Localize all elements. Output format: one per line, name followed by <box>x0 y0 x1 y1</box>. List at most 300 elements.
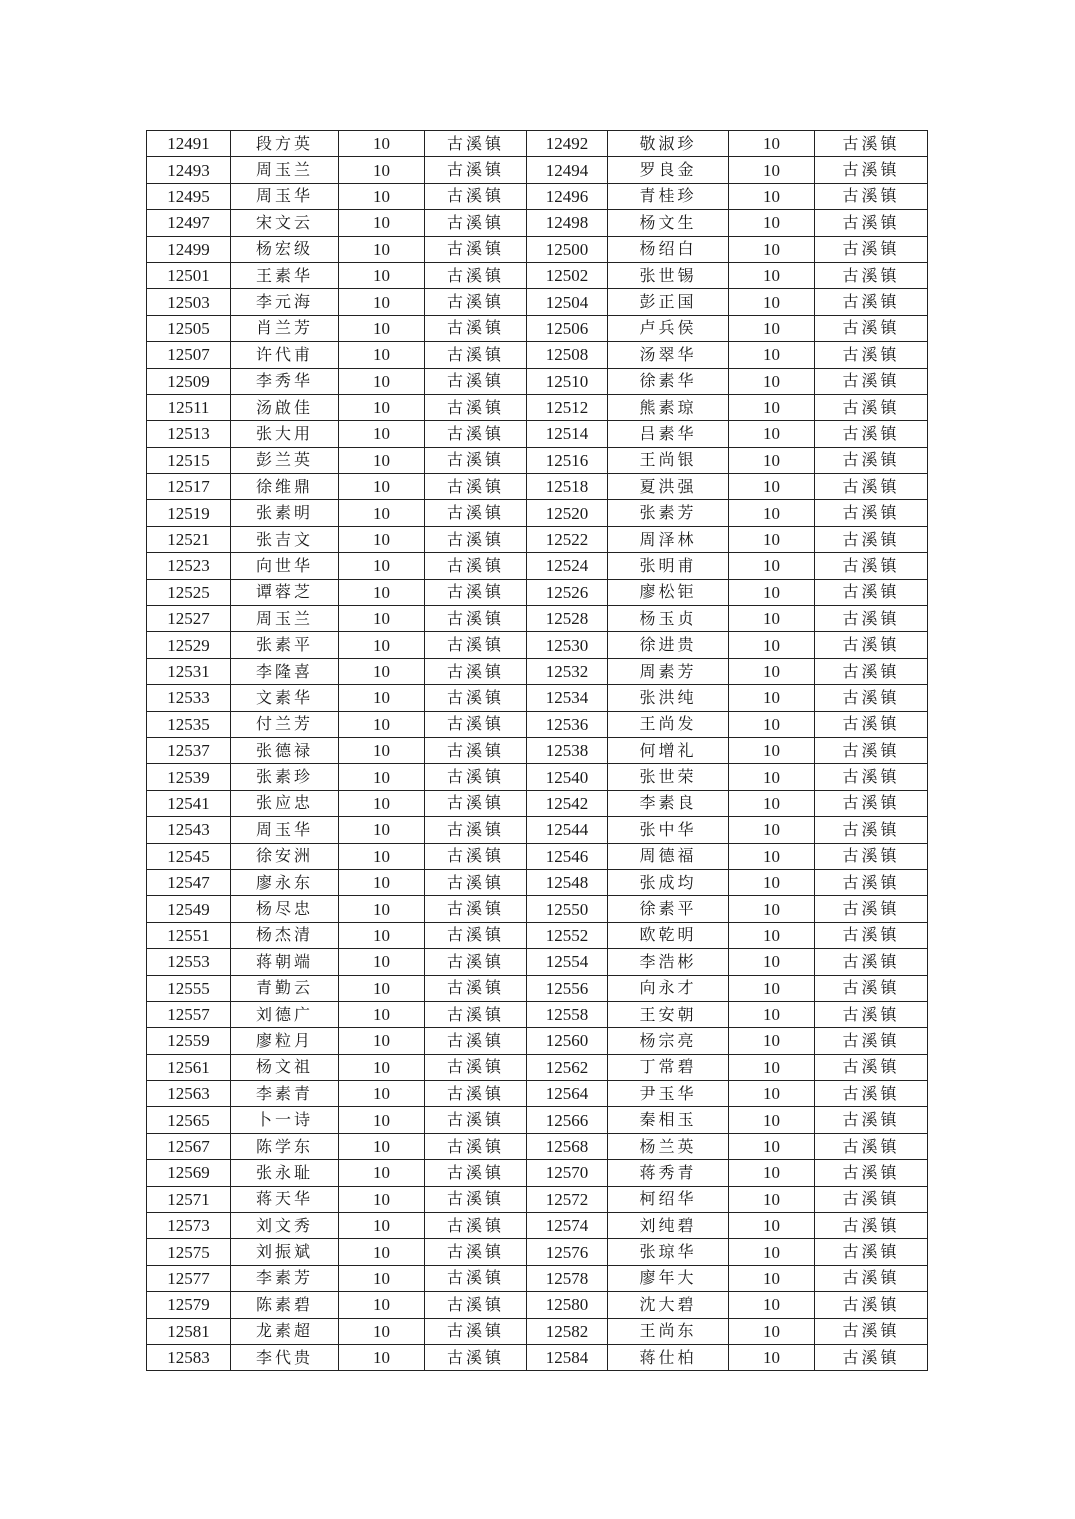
town-name-cell: 古溪镇 <box>815 1239 928 1265</box>
person-name-cell: 周泽林 <box>608 526 729 552</box>
quantity-cell: 10 <box>339 262 425 288</box>
town-name-cell: 古溪镇 <box>815 1318 928 1344</box>
town-name-cell: 古溪镇 <box>425 1318 527 1344</box>
person-name-cell: 张德禄 <box>231 737 339 763</box>
record-id-cell: 12506 <box>527 315 608 341</box>
table-row <box>147 183 928 209</box>
town-name-cell: 古溪镇 <box>425 658 527 684</box>
record-id-cell: 12564 <box>527 1081 608 1107</box>
person-name-cell: 王尚银 <box>608 447 729 473</box>
table-row <box>147 500 928 526</box>
quantity-cell: 10 <box>339 764 425 790</box>
quantity-cell: 10 <box>729 1265 815 1291</box>
record-id-cell: 12537 <box>147 737 231 763</box>
table-row <box>147 262 928 288</box>
town-name-cell: 古溪镇 <box>815 737 928 763</box>
town-name-cell: 古溪镇 <box>425 131 527 157</box>
quantity-cell: 10 <box>729 500 815 526</box>
record-id-cell: 12509 <box>147 368 231 394</box>
town-name-cell: 古溪镇 <box>815 157 928 183</box>
record-id-cell: 12567 <box>147 1133 231 1159</box>
town-name-cell: 古溪镇 <box>815 236 928 262</box>
town-name-cell: 古溪镇 <box>815 843 928 869</box>
table-row <box>147 131 928 157</box>
person-name-cell: 周玉兰 <box>231 606 339 632</box>
town-name-cell: 古溪镇 <box>425 711 527 737</box>
person-name-cell: 刘振斌 <box>231 1239 339 1265</box>
quantity-cell: 10 <box>339 922 425 948</box>
person-name-cell: 周德福 <box>608 843 729 869</box>
quantity-cell: 10 <box>339 394 425 420</box>
record-id-cell: 12524 <box>527 553 608 579</box>
quantity-cell: 10 <box>339 817 425 843</box>
person-name-cell: 李元海 <box>231 289 339 315</box>
town-name-cell: 古溪镇 <box>425 394 527 420</box>
table-row <box>147 632 928 658</box>
record-id-cell: 12582 <box>527 1318 608 1344</box>
record-id-cell: 12581 <box>147 1318 231 1344</box>
record-id-cell: 12496 <box>527 183 608 209</box>
table-row <box>147 685 928 711</box>
town-name-cell: 古溪镇 <box>815 896 928 922</box>
table-row <box>147 1028 928 1054</box>
record-id-cell: 12527 <box>147 606 231 632</box>
town-name-cell: 古溪镇 <box>815 474 928 500</box>
record-id-cell: 12536 <box>527 711 608 737</box>
record-id-cell: 12578 <box>527 1265 608 1291</box>
record-id-cell: 12580 <box>527 1292 608 1318</box>
town-name-cell: 古溪镇 <box>815 447 928 473</box>
person-name-cell: 王素华 <box>231 262 339 288</box>
record-id-cell: 12491 <box>147 131 231 157</box>
table-row <box>147 1081 928 1107</box>
town-name-cell: 古溪镇 <box>815 632 928 658</box>
person-name-cell: 彭正国 <box>608 289 729 315</box>
person-name-cell: 杨宏级 <box>231 236 339 262</box>
table-row <box>147 579 928 605</box>
quantity-cell: 10 <box>339 1107 425 1133</box>
person-name-cell: 杨尽忠 <box>231 896 339 922</box>
person-name-cell: 杨杰清 <box>231 922 339 948</box>
record-id-cell: 12574 <box>527 1213 608 1239</box>
table-row <box>147 922 928 948</box>
person-name-cell: 熊素琼 <box>608 394 729 420</box>
quantity-cell: 10 <box>729 975 815 1001</box>
quantity-cell: 10 <box>339 790 425 816</box>
person-name-cell: 李秀华 <box>231 368 339 394</box>
town-name-cell: 古溪镇 <box>425 236 527 262</box>
quantity-cell: 10 <box>729 658 815 684</box>
town-name-cell: 古溪镇 <box>425 1133 527 1159</box>
town-name-cell: 古溪镇 <box>815 606 928 632</box>
quantity-cell: 10 <box>339 606 425 632</box>
quantity-cell: 10 <box>729 262 815 288</box>
person-name-cell: 王尚发 <box>608 711 729 737</box>
quantity-cell: 10 <box>339 1344 425 1370</box>
quantity-cell: 10 <box>339 131 425 157</box>
town-name-cell: 古溪镇 <box>815 1213 928 1239</box>
record-id-cell: 12523 <box>147 553 231 579</box>
record-id-cell: 12547 <box>147 869 231 895</box>
quantity-cell: 10 <box>339 553 425 579</box>
quantity-cell: 10 <box>339 236 425 262</box>
record-id-cell: 12530 <box>527 632 608 658</box>
quantity-cell: 10 <box>729 896 815 922</box>
table-row <box>147 843 928 869</box>
quantity-cell: 10 <box>729 394 815 420</box>
town-name-cell: 古溪镇 <box>815 949 928 975</box>
town-name-cell: 古溪镇 <box>815 210 928 236</box>
quantity-cell: 10 <box>729 157 815 183</box>
town-name-cell: 古溪镇 <box>425 1028 527 1054</box>
record-id-cell: 12499 <box>147 236 231 262</box>
record-id-cell: 12542 <box>527 790 608 816</box>
person-name-cell: 蒋秀青 <box>608 1160 729 1186</box>
town-name-cell: 古溪镇 <box>425 606 527 632</box>
quantity-cell: 10 <box>339 579 425 605</box>
quantity-cell: 10 <box>339 447 425 473</box>
person-name-cell: 张中华 <box>608 817 729 843</box>
person-name-cell: 青勤云 <box>231 975 339 1001</box>
person-name-cell: 杨玉贞 <box>608 606 729 632</box>
person-name-cell: 何增礼 <box>608 737 729 763</box>
person-name-cell: 李素青 <box>231 1081 339 1107</box>
person-name-cell: 张素平 <box>231 632 339 658</box>
person-name-cell: 蒋朝端 <box>231 949 339 975</box>
record-id-cell: 12551 <box>147 922 231 948</box>
person-name-cell: 王尚东 <box>608 1318 729 1344</box>
record-id-cell: 12538 <box>527 737 608 763</box>
person-name-cell: 段方英 <box>231 131 339 157</box>
town-name-cell: 古溪镇 <box>815 1081 928 1107</box>
record-id-cell: 12570 <box>527 1160 608 1186</box>
record-id-cell: 12566 <box>527 1107 608 1133</box>
record-id-cell: 12557 <box>147 1001 231 1027</box>
town-name-cell: 古溪镇 <box>815 315 928 341</box>
record-id-cell: 12500 <box>527 236 608 262</box>
town-name-cell: 古溪镇 <box>815 500 928 526</box>
roster-body <box>147 131 928 1371</box>
record-id-cell: 12501 <box>147 262 231 288</box>
quantity-cell: 10 <box>339 1133 425 1159</box>
town-name-cell: 古溪镇 <box>425 632 527 658</box>
town-name-cell: 古溪镇 <box>815 526 928 552</box>
quantity-cell: 10 <box>339 1160 425 1186</box>
table-row <box>147 896 928 922</box>
quantity-cell: 10 <box>339 500 425 526</box>
quantity-cell: 10 <box>729 1081 815 1107</box>
person-name-cell: 汤啟佳 <box>231 394 339 420</box>
person-name-cell: 徐维鼎 <box>231 474 339 500</box>
quantity-cell: 10 <box>729 949 815 975</box>
record-id-cell: 12545 <box>147 843 231 869</box>
person-name-cell: 杨宗亮 <box>608 1028 729 1054</box>
record-id-cell: 12573 <box>147 1213 231 1239</box>
table-row <box>147 869 928 895</box>
quantity-cell: 10 <box>339 685 425 711</box>
person-name-cell: 卜一诗 <box>231 1107 339 1133</box>
person-name-cell: 张成均 <box>608 869 729 895</box>
town-name-cell: 古溪镇 <box>815 658 928 684</box>
quantity-cell: 10 <box>729 869 815 895</box>
person-name-cell: 夏洪强 <box>608 474 729 500</box>
person-name-cell: 张世荣 <box>608 764 729 790</box>
town-name-cell: 古溪镇 <box>815 553 928 579</box>
quantity-cell: 10 <box>339 711 425 737</box>
record-id-cell: 12543 <box>147 817 231 843</box>
record-id-cell: 12563 <box>147 1081 231 1107</box>
table-row <box>147 1292 928 1318</box>
record-id-cell: 12528 <box>527 606 608 632</box>
record-id-cell: 12516 <box>527 447 608 473</box>
record-id-cell: 12541 <box>147 790 231 816</box>
quantity-cell: 10 <box>339 975 425 1001</box>
person-name-cell: 彭兰英 <box>231 447 339 473</box>
town-name-cell: 古溪镇 <box>425 1160 527 1186</box>
town-name-cell: 古溪镇 <box>815 1160 928 1186</box>
town-name-cell: 古溪镇 <box>425 368 527 394</box>
quantity-cell: 10 <box>729 368 815 394</box>
record-id-cell: 12512 <box>527 394 608 420</box>
table-row <box>147 658 928 684</box>
table-row <box>147 394 928 420</box>
record-id-cell: 12561 <box>147 1054 231 1080</box>
quantity-cell: 10 <box>729 1054 815 1080</box>
quantity-cell: 10 <box>339 526 425 552</box>
table-row <box>147 236 928 262</box>
record-id-cell: 12534 <box>527 685 608 711</box>
roster-table <box>146 130 928 1371</box>
table-row <box>147 447 928 473</box>
quantity-cell: 10 <box>339 1265 425 1291</box>
record-id-cell: 12572 <box>527 1186 608 1212</box>
quantity-cell: 10 <box>339 1318 425 1344</box>
table-row <box>147 817 928 843</box>
quantity-cell: 10 <box>339 289 425 315</box>
person-name-cell: 陈学东 <box>231 1133 339 1159</box>
quantity-cell: 10 <box>339 843 425 869</box>
record-id-cell: 12514 <box>527 421 608 447</box>
person-name-cell: 丁常碧 <box>608 1054 729 1080</box>
person-name-cell: 张素明 <box>231 500 339 526</box>
town-name-cell: 古溪镇 <box>425 764 527 790</box>
town-name-cell: 古溪镇 <box>815 368 928 394</box>
quantity-cell: 10 <box>729 922 815 948</box>
record-id-cell: 12576 <box>527 1239 608 1265</box>
town-name-cell: 古溪镇 <box>815 869 928 895</box>
record-id-cell: 12526 <box>527 579 608 605</box>
record-id-cell: 12555 <box>147 975 231 1001</box>
record-id-cell: 12520 <box>527 500 608 526</box>
town-name-cell: 古溪镇 <box>815 1186 928 1212</box>
quantity-cell: 10 <box>729 737 815 763</box>
town-name-cell: 古溪镇 <box>815 975 928 1001</box>
town-name-cell: 古溪镇 <box>425 922 527 948</box>
person-name-cell: 向永才 <box>608 975 729 1001</box>
person-name-cell: 廖年大 <box>608 1265 729 1291</box>
person-name-cell: 李素良 <box>608 790 729 816</box>
table-row <box>147 1054 928 1080</box>
quantity-cell: 10 <box>729 1107 815 1133</box>
person-name-cell: 周玉华 <box>231 817 339 843</box>
quantity-cell: 10 <box>339 1213 425 1239</box>
quantity-cell: 10 <box>729 183 815 209</box>
quantity-cell: 10 <box>339 632 425 658</box>
town-name-cell: 古溪镇 <box>425 1107 527 1133</box>
record-id-cell: 12579 <box>147 1292 231 1318</box>
quantity-cell: 10 <box>339 1028 425 1054</box>
person-name-cell: 李隆喜 <box>231 658 339 684</box>
town-name-cell: 古溪镇 <box>425 685 527 711</box>
town-name-cell: 古溪镇 <box>425 1213 527 1239</box>
town-name-cell: 古溪镇 <box>815 262 928 288</box>
quantity-cell: 10 <box>729 131 815 157</box>
person-name-cell: 李浩彬 <box>608 949 729 975</box>
record-id-cell: 12531 <box>147 658 231 684</box>
town-name-cell: 古溪镇 <box>815 764 928 790</box>
record-id-cell: 12558 <box>527 1001 608 1027</box>
person-name-cell: 李代贵 <box>231 1344 339 1370</box>
record-id-cell: 12571 <box>147 1186 231 1212</box>
person-name-cell: 秦相玉 <box>608 1107 729 1133</box>
person-name-cell: 刘文秀 <box>231 1213 339 1239</box>
town-name-cell: 古溪镇 <box>425 737 527 763</box>
person-name-cell: 龙素超 <box>231 1318 339 1344</box>
town-name-cell: 古溪镇 <box>815 1344 928 1370</box>
town-name-cell: 古溪镇 <box>425 447 527 473</box>
record-id-cell: 12493 <box>147 157 231 183</box>
record-id-cell: 12513 <box>147 421 231 447</box>
table-row <box>147 737 928 763</box>
person-name-cell: 周玉华 <box>231 183 339 209</box>
town-name-cell: 古溪镇 <box>425 579 527 605</box>
table-row <box>147 474 928 500</box>
record-id-cell: 12519 <box>147 500 231 526</box>
quantity-cell: 10 <box>339 737 425 763</box>
record-id-cell: 12562 <box>527 1054 608 1080</box>
quantity-cell: 10 <box>339 1186 425 1212</box>
quantity-cell: 10 <box>339 658 425 684</box>
person-name-cell: 张永耻 <box>231 1160 339 1186</box>
person-name-cell: 向世华 <box>231 553 339 579</box>
person-name-cell: 沈大碧 <box>608 1292 729 1318</box>
town-name-cell: 古溪镇 <box>425 1344 527 1370</box>
town-name-cell: 古溪镇 <box>815 394 928 420</box>
town-name-cell: 古溪镇 <box>425 975 527 1001</box>
table-row <box>147 1160 928 1186</box>
quantity-cell: 10 <box>339 1239 425 1265</box>
record-id-cell: 12497 <box>147 210 231 236</box>
record-id-cell: 12560 <box>527 1028 608 1054</box>
town-name-cell: 古溪镇 <box>425 553 527 579</box>
town-name-cell: 古溪镇 <box>815 1133 928 1159</box>
quantity-cell: 10 <box>729 210 815 236</box>
quantity-cell: 10 <box>729 711 815 737</box>
record-id-cell: 12550 <box>527 896 608 922</box>
person-name-cell: 蒋仕柏 <box>608 1344 729 1370</box>
quantity-cell: 10 <box>339 1001 425 1027</box>
town-name-cell: 古溪镇 <box>425 1265 527 1291</box>
quantity-cell: 10 <box>729 342 815 368</box>
person-name-cell: 青桂珍 <box>608 183 729 209</box>
person-name-cell: 欧乾明 <box>608 922 729 948</box>
table-row <box>147 157 928 183</box>
table-row <box>147 764 928 790</box>
person-name-cell: 徐素华 <box>608 368 729 394</box>
quantity-cell: 10 <box>339 315 425 341</box>
quantity-cell: 10 <box>729 632 815 658</box>
person-name-cell: 张世锡 <box>608 262 729 288</box>
quantity-cell: 10 <box>729 1001 815 1027</box>
person-name-cell: 柯绍华 <box>608 1186 729 1212</box>
record-id-cell: 12507 <box>147 342 231 368</box>
town-name-cell: 古溪镇 <box>815 1292 928 1318</box>
record-id-cell: 12503 <box>147 289 231 315</box>
quantity-cell: 10 <box>729 553 815 579</box>
record-id-cell: 12535 <box>147 711 231 737</box>
table-row <box>147 711 928 737</box>
record-id-cell: 12565 <box>147 1107 231 1133</box>
town-name-cell: 古溪镇 <box>815 1107 928 1133</box>
person-name-cell: 徐素平 <box>608 896 729 922</box>
record-id-cell: 12584 <box>527 1344 608 1370</box>
town-name-cell: 古溪镇 <box>425 262 527 288</box>
town-name-cell: 古溪镇 <box>425 342 527 368</box>
town-name-cell: 古溪镇 <box>425 817 527 843</box>
record-id-cell: 12544 <box>527 817 608 843</box>
quantity-cell: 10 <box>339 157 425 183</box>
quantity-cell: 10 <box>729 315 815 341</box>
town-name-cell: 古溪镇 <box>425 474 527 500</box>
record-id-cell: 12549 <box>147 896 231 922</box>
quantity-cell: 10 <box>729 817 815 843</box>
table-row <box>147 1239 928 1265</box>
table-row <box>147 790 928 816</box>
town-name-cell: 古溪镇 <box>815 817 928 843</box>
table-row <box>147 553 928 579</box>
person-name-cell: 刘德广 <box>231 1001 339 1027</box>
town-name-cell: 古溪镇 <box>815 421 928 447</box>
quantity-cell: 10 <box>339 1081 425 1107</box>
record-id-cell: 12495 <box>147 183 231 209</box>
town-name-cell: 古溪镇 <box>425 869 527 895</box>
record-id-cell: 12511 <box>147 394 231 420</box>
table-row <box>147 315 928 341</box>
table-row <box>147 606 928 632</box>
quantity-cell: 10 <box>729 1318 815 1344</box>
town-name-cell: 古溪镇 <box>425 1001 527 1027</box>
person-name-cell: 文素华 <box>231 685 339 711</box>
town-name-cell: 古溪镇 <box>425 790 527 816</box>
quantity-cell: 10 <box>339 421 425 447</box>
quantity-cell: 10 <box>339 869 425 895</box>
table-row <box>147 975 928 1001</box>
quantity-cell: 10 <box>729 236 815 262</box>
person-name-cell: 张吉文 <box>231 526 339 552</box>
record-id-cell: 12529 <box>147 632 231 658</box>
quantity-cell: 10 <box>729 474 815 500</box>
person-name-cell: 杨文祖 <box>231 1054 339 1080</box>
quantity-cell: 10 <box>729 790 815 816</box>
town-name-cell: 古溪镇 <box>425 183 527 209</box>
table-row <box>147 1318 928 1344</box>
town-name-cell: 古溪镇 <box>815 1001 928 1027</box>
record-id-cell: 12548 <box>527 869 608 895</box>
record-id-cell: 12510 <box>527 368 608 394</box>
person-name-cell: 尹玉华 <box>608 1081 729 1107</box>
quantity-cell: 10 <box>729 843 815 869</box>
person-name-cell: 周玉兰 <box>231 157 339 183</box>
